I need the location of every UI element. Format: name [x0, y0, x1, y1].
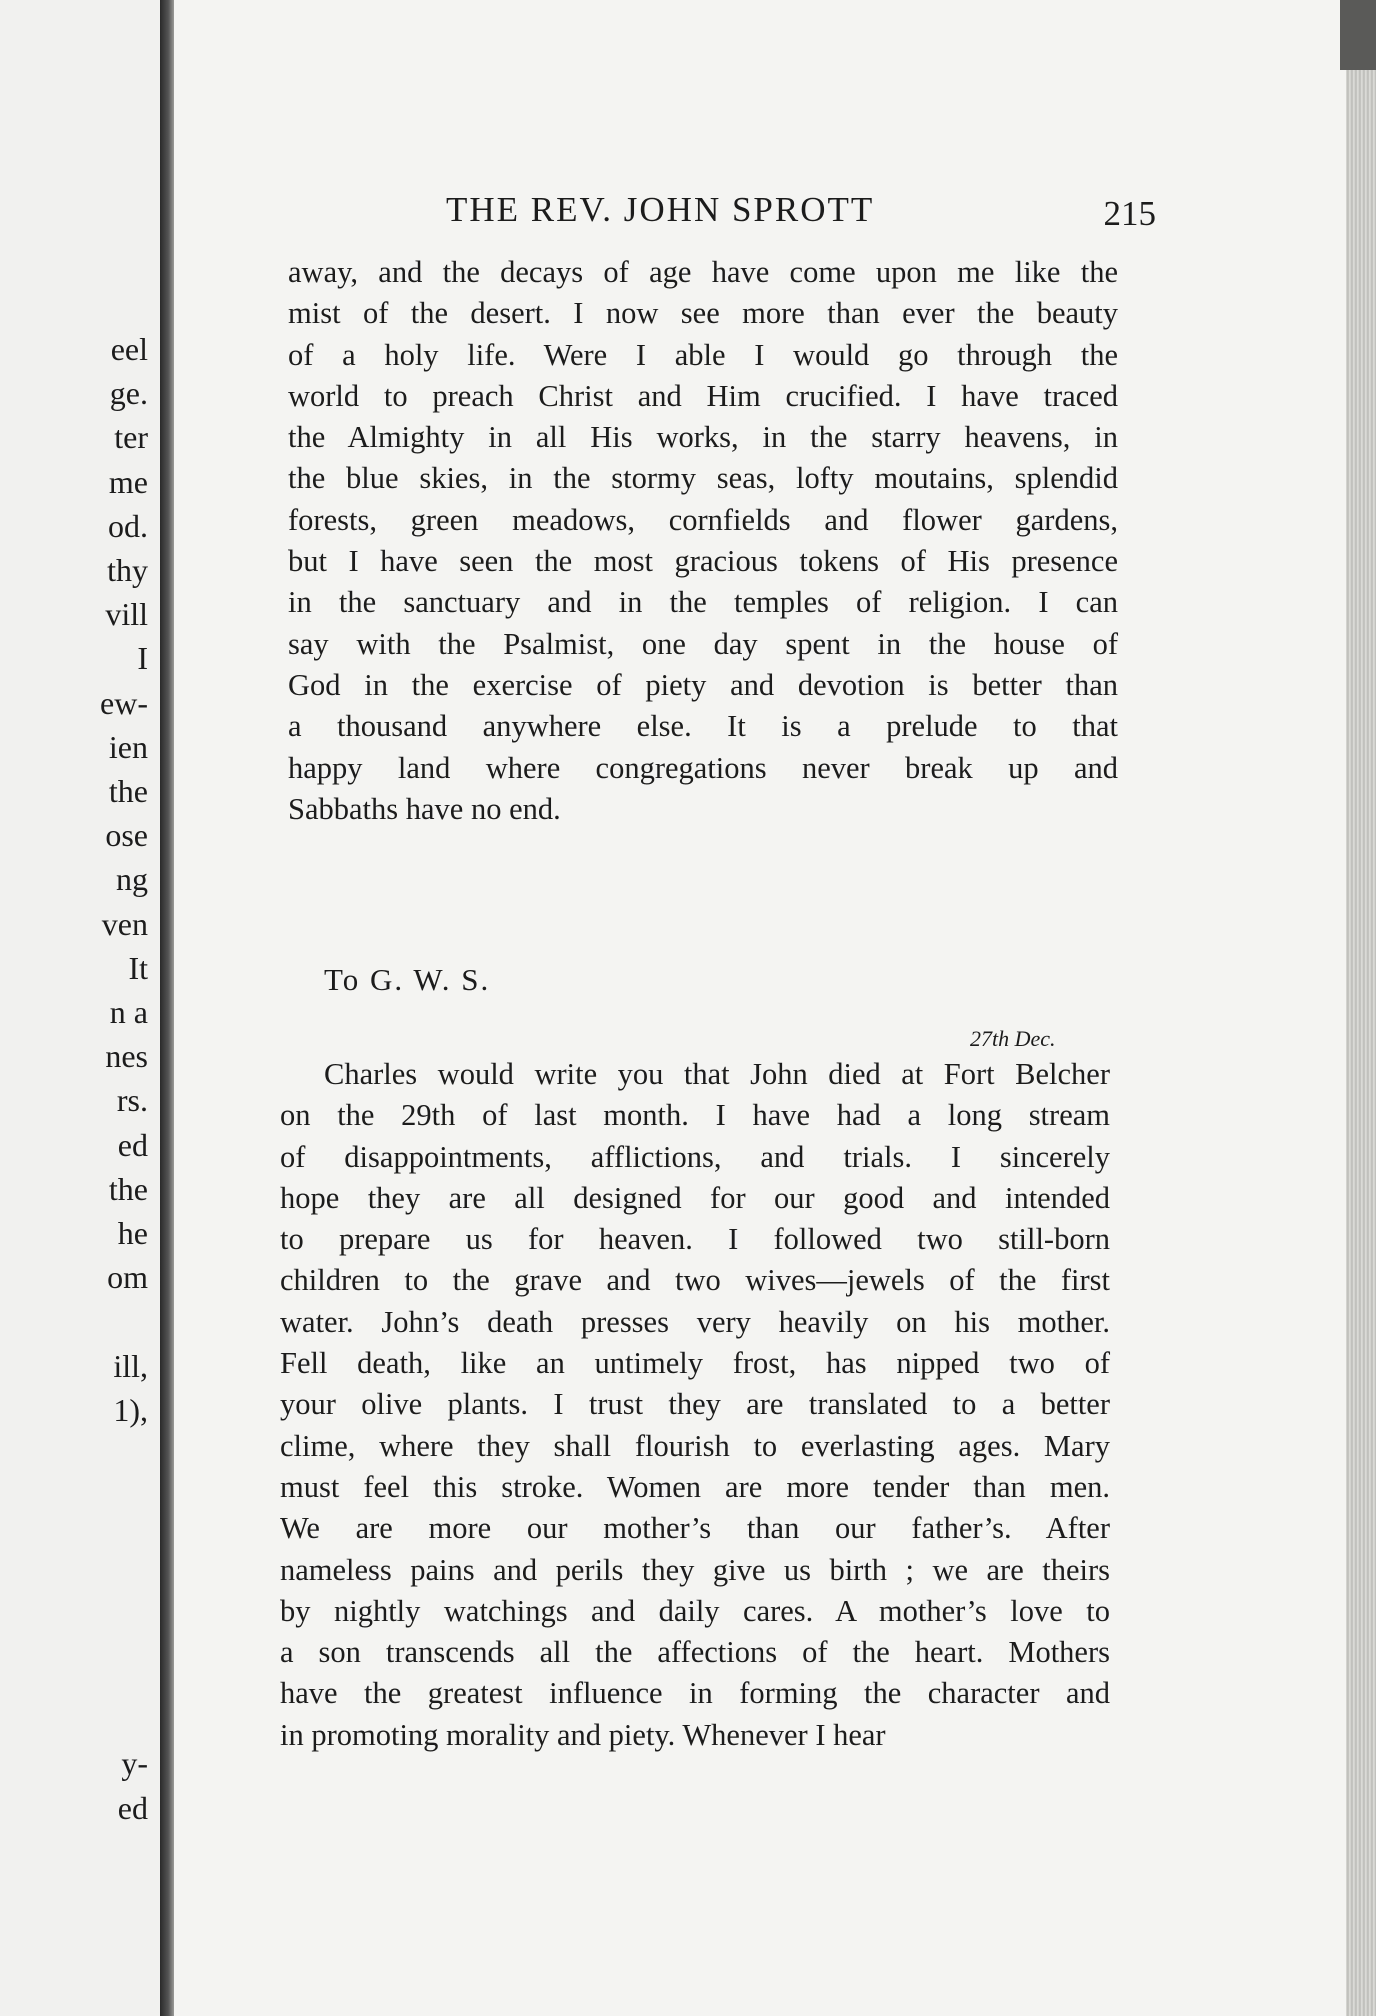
facing-page-fragment: the	[108, 1170, 148, 1207]
text-line: Charles would write you that John died at Fort Belcher	[324, 1057, 1110, 1091]
text-line: in promoting morality and piety. Whenever I hear	[280, 1717, 886, 1752]
facing-page-fragment: n a	[109, 994, 148, 1030]
facing-page-fragment: ed	[117, 1789, 148, 1826]
facing-page-fragment: y-	[121, 1745, 148, 1782]
book-gutter	[160, 0, 174, 2016]
page-stack-shadow	[1340, 0, 1376, 70]
text-line: a thousand anywhere else. It is a prelude to that	[288, 709, 1118, 744]
text-line: must feel this stroke. Women are more tender than men.	[280, 1469, 1110, 1504]
text-line: say with the Psalmist, one day spent in the house of	[288, 626, 1118, 661]
text-line: happy land where congregations never break up and	[288, 750, 1118, 785]
facing-page-fragment: I	[137, 640, 148, 677]
text-line: mist of the desert. I now see more than ever the beauty	[288, 296, 1118, 331]
text-line: water. John’s death presses very heavily on his mother.	[280, 1304, 1110, 1339]
paragraph-1	[288, 252, 1118, 830]
text-line: have the greatest influence in forming the character and	[280, 1676, 1110, 1711]
facing-page-fragment: ter	[114, 419, 148, 456]
text-line: your olive plants. I trust they are translated to a better	[280, 1387, 1110, 1422]
facing-page-fragment: ng	[116, 861, 148, 898]
text-line: in the sanctuary and in the temples of religion. I can	[288, 585, 1118, 620]
text-line: but I have seen the most gracious tokens of His presence	[288, 544, 1118, 579]
text-line: away, and the decays of age have come upon me like the	[288, 255, 1118, 289]
running-head-title: THE REV. JOHN SPROTT	[446, 190, 875, 229]
facing-page-fragment: he	[117, 1215, 148, 1251]
text-line: world to preach Christ and Him crucified. I have traced	[288, 378, 1118, 413]
letter-date: 27th Dec.	[970, 1026, 1056, 1051]
text-line: the blue skies, in the stormy seas, lofty moutains, splendid	[288, 461, 1118, 496]
text-line: clime, where they shall flourish to everlasting ages. Mary	[280, 1428, 1110, 1463]
text-line: to prepare us for heaven. I followed two still-born	[280, 1222, 1110, 1257]
facing-page-fragment: ven	[101, 905, 148, 942]
facing-page-fragment: thy	[107, 552, 148, 588]
facing-page-fragment: It	[128, 949, 148, 986]
facing-page-fragment: the	[108, 773, 148, 809]
facing-page-fragment: ed	[117, 1126, 148, 1163]
facing-page-fragment: ill,	[113, 1347, 148, 1384]
text-line: of a holy life. Were I able I would go through the	[288, 337, 1118, 372]
text-line: the Almighty in all His works, in the starry heavens, in	[288, 420, 1118, 455]
text-line: children to the grave and two wives—jewels of the first	[280, 1263, 1110, 1298]
text-line: nameless pains and perils they give us birth ; we are theirs	[280, 1552, 1110, 1587]
facing-page-fragment: nes	[105, 1038, 148, 1075]
facing-page	[0, 0, 160, 2016]
letter-heading: To G. W. S.	[324, 962, 491, 997]
text-line: We are more our mother’s than our father’s. After	[280, 1511, 1110, 1546]
text-line: Sabbaths have no end.	[288, 791, 561, 826]
facing-page-fragment: od.	[108, 507, 148, 544]
facing-page-fragment: vill	[105, 596, 148, 633]
facing-page-fragment: ew-	[100, 684, 148, 721]
facing-page-fragment: ose	[105, 817, 148, 854]
facing-page-fragment: 1),	[113, 1391, 148, 1428]
facing-page-fragment: om	[107, 1259, 148, 1296]
text-line: of disappointments, afflictions, and trials. I sincerely	[280, 1139, 1110, 1174]
text-line: hope they are all designed for our good and intended	[280, 1180, 1110, 1215]
facing-page-fragment: eel	[110, 331, 148, 367]
text-line: forests, green meadows, cornfields and flower gardens,	[288, 502, 1118, 537]
facing-page-fragment: me	[108, 463, 148, 500]
page-stack-edge	[1346, 70, 1376, 2016]
paragraph-2	[280, 1054, 1110, 1756]
text-line: Fell death, like an untimely frost, has nipped two of	[280, 1346, 1110, 1381]
facing-page-fragment: ge.	[109, 375, 148, 412]
facing-page-fragment: ien	[108, 728, 148, 765]
running-head	[446, 190, 1156, 240]
text-line: God in the exercise of piety and devotion is better than	[288, 667, 1118, 702]
text-line: on the 29th of last month. I have had a long stream	[280, 1098, 1110, 1133]
facing-page-fragment: rs.	[116, 1082, 148, 1119]
text-line: a son transcends all the affections of the heart. Mothers	[280, 1635, 1110, 1670]
text-line: by nightly watchings and daily cares. A mother’s love to	[280, 1593, 1110, 1628]
page-number: 215	[1103, 194, 1156, 233]
